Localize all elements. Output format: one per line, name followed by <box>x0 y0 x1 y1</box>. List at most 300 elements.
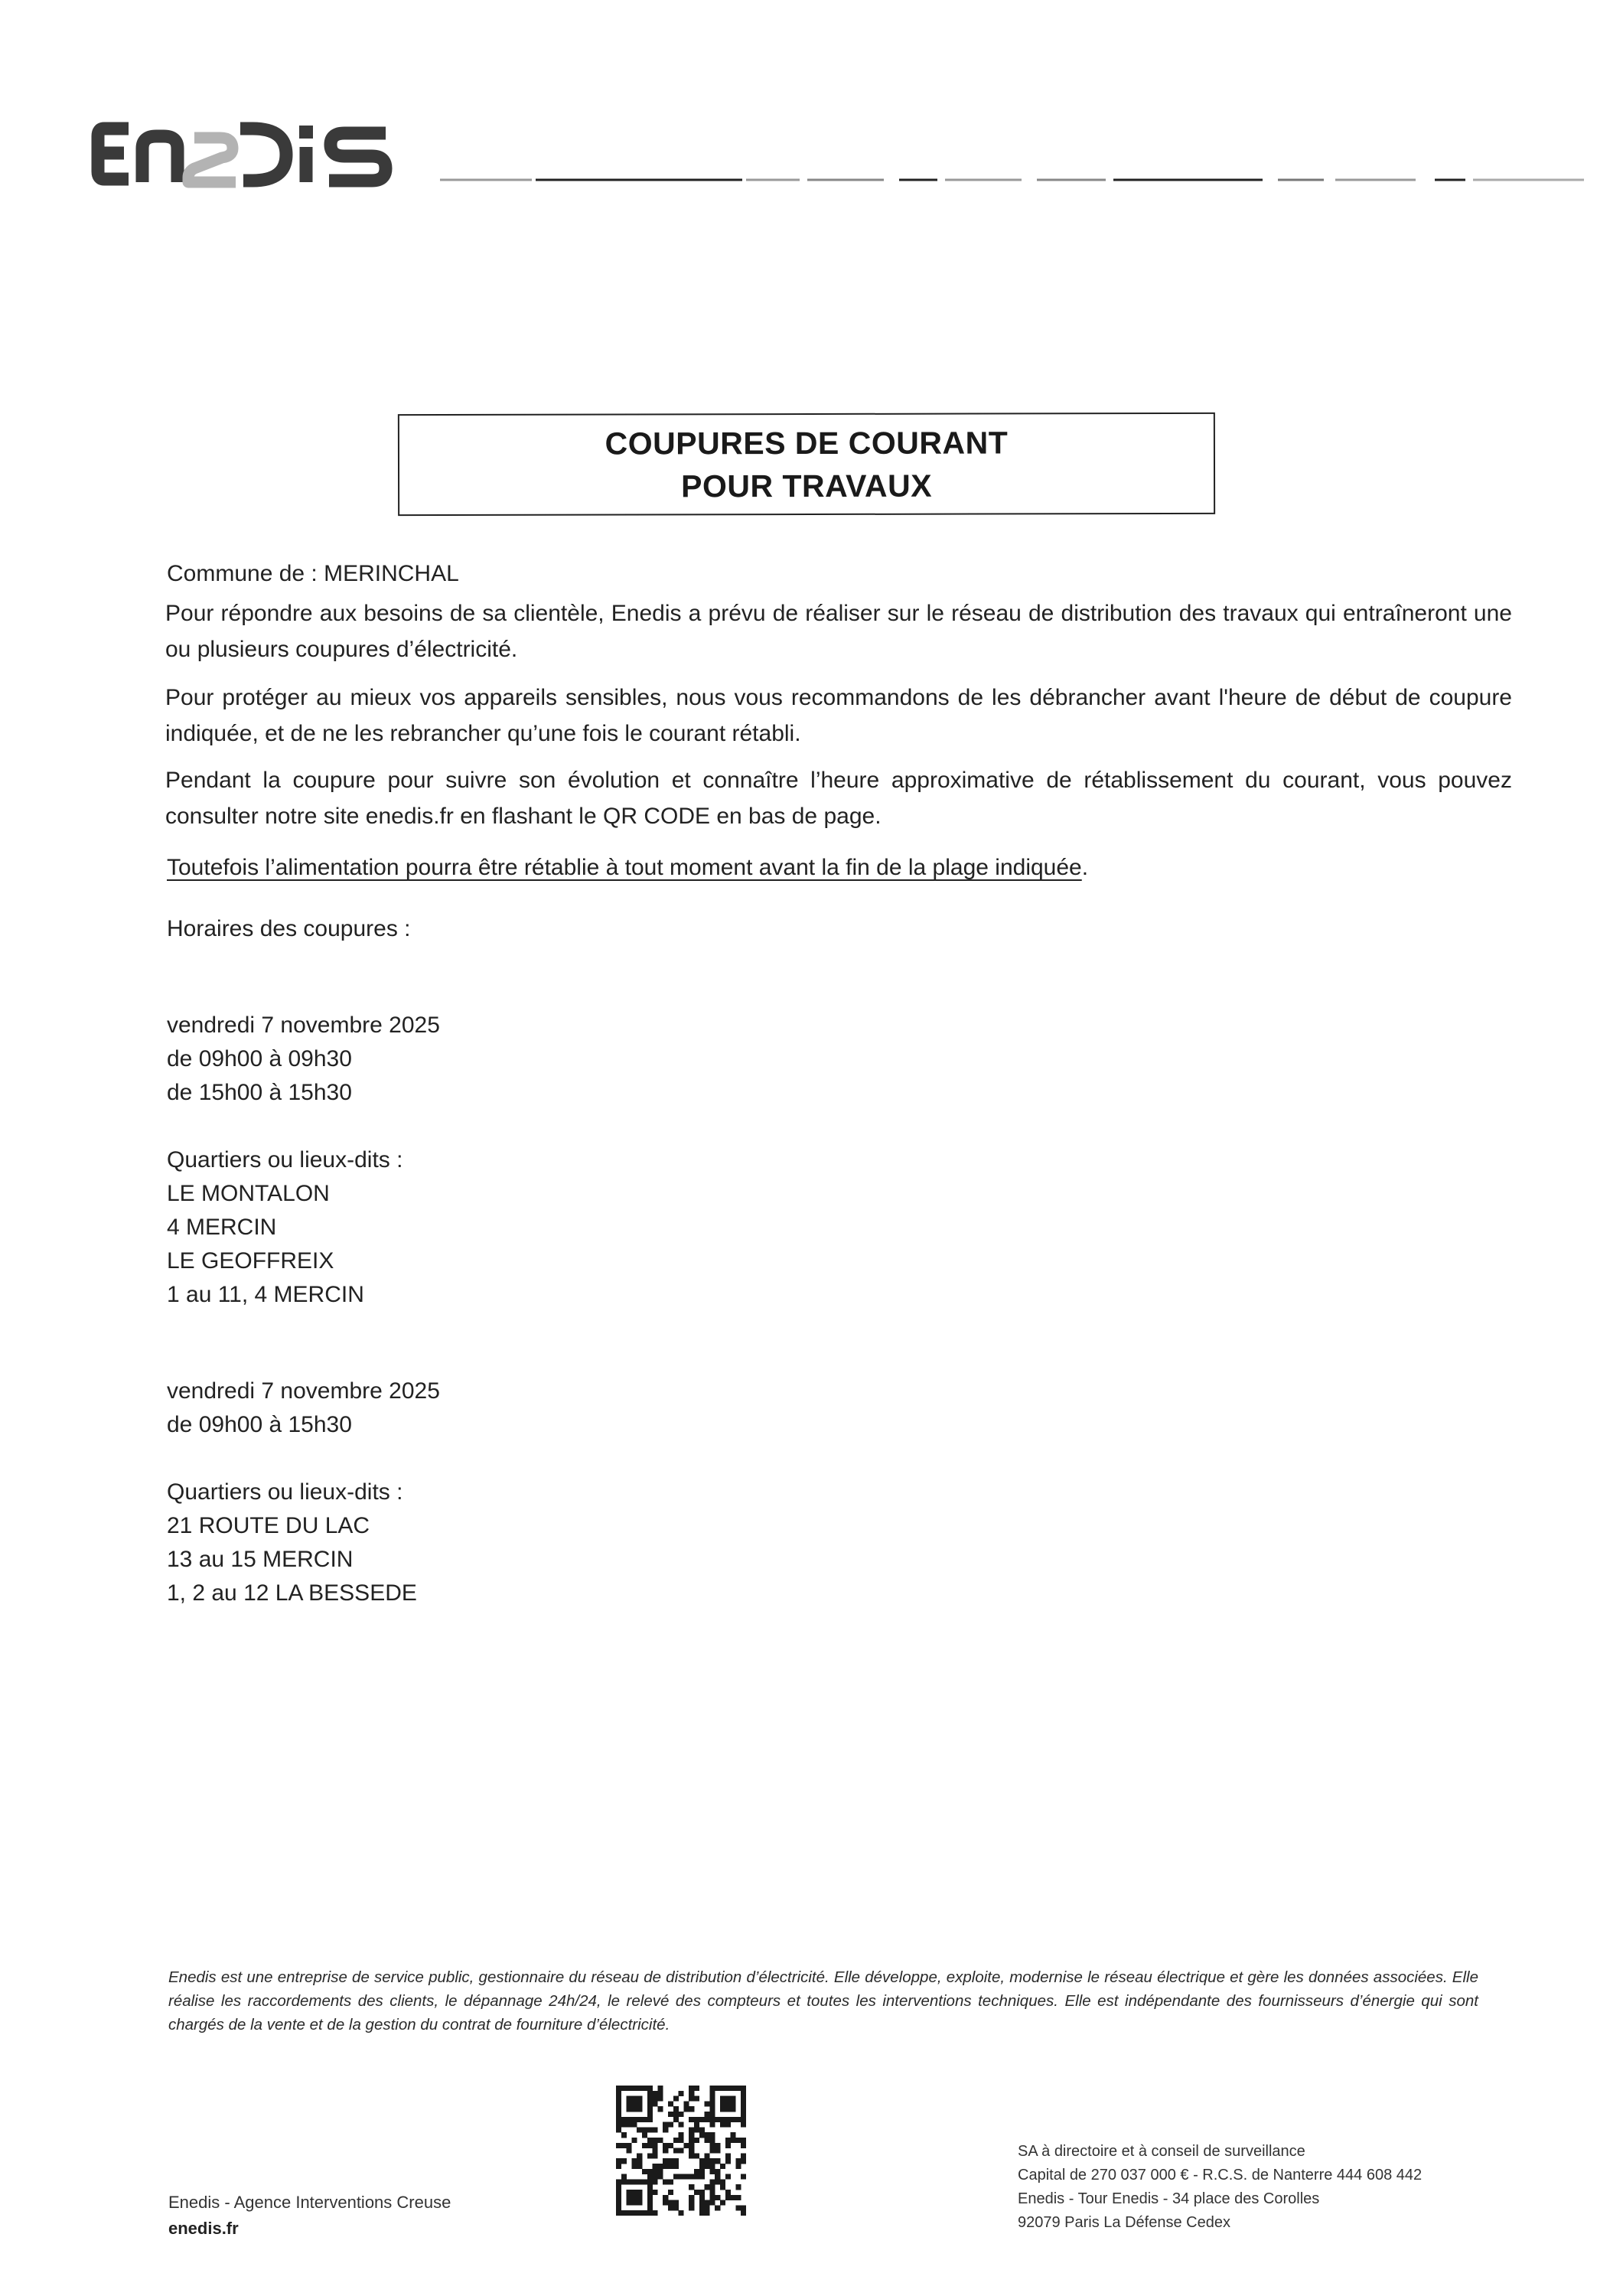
qr-module <box>709 2101 715 2106</box>
qr-module <box>647 2127 653 2132</box>
qr-module <box>694 2117 699 2122</box>
qr-module <box>631 2086 637 2091</box>
qr-module <box>715 2158 720 2164</box>
qr-module <box>720 2184 725 2190</box>
qr-module <box>731 2101 736 2106</box>
qr-module <box>673 2117 679 2122</box>
qr-module <box>673 2106 679 2112</box>
qr-module <box>709 2117 715 2122</box>
qr-module <box>683 2143 689 2148</box>
qr-module <box>631 2195 637 2200</box>
website-link[interactable]: enedis.fr <box>168 2219 239 2238</box>
qr-module <box>631 2164 637 2169</box>
legal-info <box>1018 2140 1422 2235</box>
qr-module <box>663 2143 668 2148</box>
qr-module <box>715 2195 720 2200</box>
qr-module <box>653 2101 658 2106</box>
qr-module <box>673 2148 679 2154</box>
qr-module <box>709 2086 715 2091</box>
qr-module <box>689 2106 694 2112</box>
qr-module <box>621 2174 627 2180</box>
qr-module <box>725 2096 731 2102</box>
qr-module <box>668 2200 673 2206</box>
qr-module <box>705 2132 710 2138</box>
qr-module <box>689 2132 694 2138</box>
qr-module <box>657 2096 663 2102</box>
qr-module <box>647 2179 653 2184</box>
qr-module <box>647 2153 653 2158</box>
qr-module <box>627 2190 632 2195</box>
qr-module <box>705 2200 710 2206</box>
qr-module <box>699 2127 705 2132</box>
qr-module <box>699 2195 705 2200</box>
qr-module <box>653 2091 658 2096</box>
qr-module <box>715 2179 720 2184</box>
footer-description: Enedis est une entreprise de service public, gestionnaire du réseau de distribution d’électricité. Elle développe, exploite, modernise le réseau électrique et gère les données associées. Elle réalise les raccordements des clients, le dépannage 24h/24, le relevé des compteurs et toutes les interventions techniques. Elle est indépendante des fournisseurs d’énergie qui sont chargés de la vente et de la gestion du contrat de fourniture d’électricité. <box>168 1968 1478 2033</box>
qr-module <box>725 2158 731 2164</box>
qr-module <box>642 2210 647 2216</box>
qr-module <box>679 2174 684 2180</box>
qr-module <box>709 2200 715 2206</box>
qr-module <box>731 2106 736 2112</box>
qr-module <box>647 2117 653 2122</box>
qr-module <box>720 2106 725 2112</box>
qr-module <box>683 2101 689 2106</box>
notice-underlined-text: Toutefois l’alimentation pourra être rétablie à tout moment avant la fin de la plage indiquée <box>167 855 1082 880</box>
qr-module <box>689 2153 694 2158</box>
qr-module <box>741 2205 746 2210</box>
qr-module <box>699 2205 705 2210</box>
qr-module <box>657 2138 663 2143</box>
qr-module <box>627 2086 632 2091</box>
qr-module <box>679 2138 684 2143</box>
qr-module <box>694 2096 699 2102</box>
qr-module <box>616 2195 621 2200</box>
qr-module <box>705 2101 710 2106</box>
qr-module <box>709 2138 715 2143</box>
qr-module <box>668 2112 673 2117</box>
qr-module <box>616 2210 621 2216</box>
qr-module <box>621 2132 627 2138</box>
qr-module <box>679 2210 684 2216</box>
qr-module <box>673 2112 679 2117</box>
qr-module <box>679 2122 684 2128</box>
qr-module <box>720 2117 725 2122</box>
qr-module <box>679 2148 684 2154</box>
qr-module <box>725 2106 731 2112</box>
qr-module <box>709 2122 715 2128</box>
qr-module <box>715 2143 720 2148</box>
qr-module <box>694 2086 699 2091</box>
qr-module <box>653 2096 658 2102</box>
qr-module <box>731 2132 736 2138</box>
qr-module <box>631 2138 637 2143</box>
qr-module <box>735 2158 741 2164</box>
qr-module <box>705 2210 710 2216</box>
qr-module <box>689 2138 694 2143</box>
qr-module <box>731 2096 736 2102</box>
qr-module <box>653 2153 658 2158</box>
qr-module <box>705 2153 710 2158</box>
qr-module <box>735 2086 741 2091</box>
qr-module <box>616 2184 621 2190</box>
qr-module <box>637 2086 642 2091</box>
qr-module <box>657 2169 663 2174</box>
qr-module <box>621 2122 627 2128</box>
qr-module <box>699 2169 705 2174</box>
qr-module <box>663 2179 668 2184</box>
followup-paragraph: Pendant la coupure pour suivre son évolution et connaître l’heure approximative de rétablissement du courant, vous pouvez consulter notre site enedis.fr en flashant le QR CODE en bas de page. <box>165 768 1512 829</box>
qr-module <box>720 2164 725 2169</box>
qr-module <box>668 2205 673 2210</box>
qr-module <box>699 2158 705 2164</box>
qr-module <box>689 2143 694 2148</box>
qr-module <box>653 2190 658 2195</box>
qr-module <box>694 2122 699 2128</box>
qr-module <box>715 2086 720 2091</box>
protection-paragraph: Pour protéger au mieux vos appareils sensibles, nous vous recommandons de les débrancher avant l'heure de début de coupure indiquée, et de ne les rebrancher qu’une fois le courant rétabli. <box>165 685 1512 746</box>
qr-module <box>699 2210 705 2216</box>
qr-module <box>709 2091 715 2096</box>
place-item: 21 ROUTE DU LAC <box>167 1513 370 1538</box>
qr-module <box>741 2096 746 2102</box>
qr-module <box>725 2174 731 2180</box>
qr-module <box>699 2174 705 2180</box>
qr-module <box>709 2143 715 2148</box>
outage-time: de 09h00 à 15h30 <box>167 1412 352 1437</box>
qr-module <box>709 2158 715 2164</box>
qr-module <box>631 2101 637 2106</box>
qr-module <box>631 2158 637 2164</box>
qr-module <box>689 2148 694 2154</box>
qr-module <box>731 2086 736 2091</box>
qr-module <box>616 2127 621 2132</box>
place-item: 1, 2 au 12 LA BESSEDE <box>167 1580 417 1606</box>
legal-line: Enedis - Tour Enedis - 34 place des Corolles <box>1018 2190 1320 2207</box>
qr-module <box>679 2112 684 2117</box>
qr-module <box>616 2164 621 2169</box>
qr-module <box>616 2200 621 2206</box>
qr-module <box>653 2143 658 2148</box>
qr-module <box>725 2101 731 2106</box>
qr-module <box>694 2138 699 2143</box>
qr-module <box>673 2205 679 2210</box>
qr-module <box>709 2195 715 2200</box>
qr-module <box>642 2127 647 2132</box>
qr-module <box>647 2101 653 2106</box>
qr-module <box>647 2106 653 2112</box>
qr-module <box>709 2179 715 2184</box>
legal-line: Capital de 270 037 000 € - R.C.S. de Nanterre 444 608 442 <box>1018 2167 1423 2183</box>
qr-module <box>679 2091 684 2096</box>
place-item: LE GEOFFREIX <box>167 1248 334 1274</box>
qr-module <box>709 2106 715 2112</box>
qr-module <box>735 2205 741 2210</box>
qr-module <box>647 2138 653 2143</box>
qr-module <box>668 2158 673 2164</box>
outage-date: vendredi 7 novembre 2025 <box>167 1378 440 1404</box>
qr-module <box>673 2138 679 2143</box>
qr-module <box>657 2164 663 2169</box>
qr-module <box>679 2132 684 2138</box>
qr-module <box>637 2200 642 2206</box>
qr-module <box>653 2179 658 2184</box>
qr-module <box>647 2210 653 2216</box>
qr-module <box>725 2122 731 2128</box>
qr-module <box>657 2091 663 2096</box>
qr-module <box>725 2138 731 2143</box>
qr-module <box>647 2096 653 2102</box>
qr-module <box>637 2153 642 2158</box>
qr-module <box>709 2096 715 2102</box>
qr-module <box>741 2086 746 2091</box>
qr-module <box>689 2205 694 2210</box>
qr-module <box>741 2210 746 2216</box>
notice-period: . <box>1081 855 1089 880</box>
qr-module <box>683 2174 689 2180</box>
qr-module <box>647 2091 653 2096</box>
qr-module <box>627 2148 632 2154</box>
outage-time: de 15h00 à 15h30 <box>167 1080 352 1105</box>
qr-module <box>735 2164 741 2169</box>
qr-module <box>731 2117 736 2122</box>
qr-module <box>741 2153 746 2158</box>
qr-module <box>689 2117 694 2122</box>
qr-module <box>631 2179 637 2184</box>
qr-module <box>709 2132 715 2138</box>
qr-module <box>689 2096 694 2102</box>
qr-module <box>647 2195 653 2200</box>
qr-module <box>720 2200 725 2206</box>
qr-module <box>642 2169 647 2174</box>
qr-module <box>741 2122 746 2128</box>
qr-module <box>631 2190 637 2195</box>
qr-module <box>709 2190 715 2195</box>
qr-module <box>735 2195 741 2200</box>
qr-module <box>642 2179 647 2184</box>
qr-module <box>637 2158 642 2164</box>
place-item: LE MONTALON <box>167 1181 330 1206</box>
qr-module <box>631 2106 637 2112</box>
qr-module <box>689 2200 694 2206</box>
qr-module <box>653 2169 658 2174</box>
qr-module <box>668 2179 673 2184</box>
qr-module <box>741 2101 746 2106</box>
qr-module <box>627 2210 632 2216</box>
qr-module <box>705 2164 710 2169</box>
qr-module <box>725 2117 731 2122</box>
qr-module <box>637 2179 642 2184</box>
notice <box>167 851 1088 885</box>
qr-module <box>694 2127 699 2132</box>
qr-module <box>705 2117 710 2122</box>
qr-module <box>647 2205 653 2210</box>
qr-module <box>668 2190 673 2195</box>
qr-module <box>699 2190 705 2195</box>
qr-module <box>637 2195 642 2200</box>
qr-module <box>637 2210 642 2216</box>
qr-module <box>631 2122 637 2128</box>
qr-module <box>647 2200 653 2206</box>
qr-module <box>694 2174 699 2180</box>
qr-module <box>627 2096 632 2102</box>
qr-module <box>647 2086 653 2091</box>
header-divider <box>440 174 1584 184</box>
places-label: Quartiers ou lieux-dits : <box>167 1479 403 1505</box>
enedis-logo <box>90 107 435 199</box>
qr-module <box>631 2096 637 2102</box>
qr-module <box>715 2174 720 2180</box>
qr-module <box>637 2117 642 2122</box>
qr-module <box>616 2086 621 2091</box>
qr-module <box>663 2122 668 2128</box>
legal-line: SA à directoire et à conseil de surveillance <box>1018 2143 1305 2160</box>
qr-module <box>668 2122 673 2128</box>
qr-module <box>735 2184 741 2190</box>
qr-module <box>725 2086 731 2091</box>
qr-module <box>653 2138 658 2143</box>
qr-module <box>735 2138 741 2143</box>
qr-module <box>642 2132 647 2138</box>
qr-module <box>637 2127 642 2132</box>
qr-module <box>705 2184 710 2190</box>
qr-module <box>715 2117 720 2122</box>
qr-module <box>741 2091 746 2096</box>
schedule-heading: Horaires des coupures : <box>167 916 411 941</box>
place-item: 4 MERCIN <box>167 1215 277 1240</box>
qr-module <box>616 2112 621 2117</box>
qr-module <box>642 2117 647 2122</box>
qr-module <box>699 2117 705 2122</box>
qr-module <box>720 2179 725 2184</box>
qr-module <box>653 2164 658 2169</box>
qr-module <box>627 2195 632 2200</box>
qr-module <box>616 2179 621 2184</box>
qr-module <box>627 2106 632 2112</box>
qr-module <box>741 2174 746 2180</box>
qr-code[interactable] <box>616 2086 746 2216</box>
qr-module <box>668 2101 673 2106</box>
qr-module <box>741 2158 746 2164</box>
qr-module <box>735 2117 741 2122</box>
qr-module <box>637 2164 642 2169</box>
qr-module <box>705 2112 710 2117</box>
qr-module <box>631 2210 637 2216</box>
qr-module <box>657 2106 663 2112</box>
qr-module <box>741 2106 746 2112</box>
qr-module <box>715 2148 720 2154</box>
qr-module <box>689 2195 694 2200</box>
places-label: Quartiers ou lieux-dits : <box>167 1147 403 1172</box>
qr-module <box>647 2190 653 2195</box>
qr-module <box>741 2143 746 2148</box>
qr-module <box>715 2205 720 2210</box>
qr-module <box>647 2184 653 2190</box>
qr-module <box>637 2106 642 2112</box>
qr-module <box>631 2117 637 2122</box>
qr-module <box>647 2169 653 2174</box>
qr-module <box>709 2164 715 2169</box>
qr-module <box>616 2205 621 2210</box>
outage-date: vendredi 7 novembre 2025 <box>167 1013 440 1038</box>
qr-module <box>705 2205 710 2210</box>
qr-module <box>653 2148 658 2154</box>
qr-module <box>616 2117 621 2122</box>
qr-module <box>673 2200 679 2206</box>
qr-module <box>637 2190 642 2195</box>
commune: Commune de : MERINCHAL <box>167 561 459 586</box>
qr-module <box>720 2122 725 2128</box>
qr-module <box>709 2148 715 2154</box>
qr-module <box>699 2132 705 2138</box>
qr-module <box>725 2195 731 2200</box>
qr-module <box>642 2086 647 2091</box>
qr-module <box>637 2096 642 2102</box>
qr-module <box>621 2143 627 2148</box>
agency-name: Enedis - Agence Interventions Creuse <box>168 2193 451 2212</box>
qr-module <box>627 2200 632 2206</box>
qr-module <box>694 2190 699 2195</box>
qr-module <box>715 2169 720 2174</box>
qr-module <box>705 2138 710 2143</box>
intro-paragraph: Pour répondre aux besoins de sa clientèle, Enedis a prévu de réaliser sur le réseau de distribution des travaux qui entraîneront une ou plusieurs coupures d’électricité. <box>165 601 1512 662</box>
qr-module <box>705 2158 710 2164</box>
title-line-1: COUPURES DE COURANT <box>605 424 1009 461</box>
qr-module <box>647 2143 653 2148</box>
qr-module <box>642 2143 647 2148</box>
qr-module <box>689 2086 694 2091</box>
qr-module <box>720 2086 725 2091</box>
qr-module <box>689 2174 694 2180</box>
qr-module <box>673 2164 679 2169</box>
title-line-2: POUR TRAVAUX <box>681 468 933 504</box>
qr-module <box>725 2143 731 2148</box>
qr-module <box>663 2148 668 2154</box>
qr-module <box>694 2153 699 2158</box>
qr-module <box>663 2164 668 2169</box>
qr-module <box>673 2174 679 2180</box>
qr-module <box>621 2210 627 2216</box>
legal-line: 92079 Paris La Défense Cedex <box>1018 2214 1230 2231</box>
qr-module <box>637 2101 642 2106</box>
qr-module <box>709 2112 715 2117</box>
qr-module <box>741 2112 746 2117</box>
title-box <box>398 413 1215 516</box>
qr-module <box>627 2179 632 2184</box>
qr-module <box>668 2143 673 2148</box>
qr-module <box>647 2112 653 2117</box>
qr-module <box>720 2096 725 2102</box>
qr-module <box>621 2158 627 2164</box>
qr-module <box>653 2210 658 2216</box>
qr-module <box>627 2101 632 2106</box>
qr-module <box>616 2101 621 2106</box>
qr-module <box>709 2169 715 2174</box>
qr-module <box>616 2096 621 2102</box>
qr-module <box>673 2096 679 2102</box>
qr-module <box>725 2190 731 2195</box>
qr-module <box>663 2127 668 2132</box>
qr-module <box>663 2200 668 2206</box>
qr-module <box>673 2158 679 2164</box>
qr-module <box>731 2195 736 2200</box>
qr-module <box>631 2200 637 2206</box>
qr-module <box>689 2184 694 2190</box>
qr-module <box>699 2164 705 2169</box>
qr-module <box>657 2174 663 2180</box>
qr-module <box>621 2117 627 2122</box>
qr-module <box>663 2195 668 2200</box>
